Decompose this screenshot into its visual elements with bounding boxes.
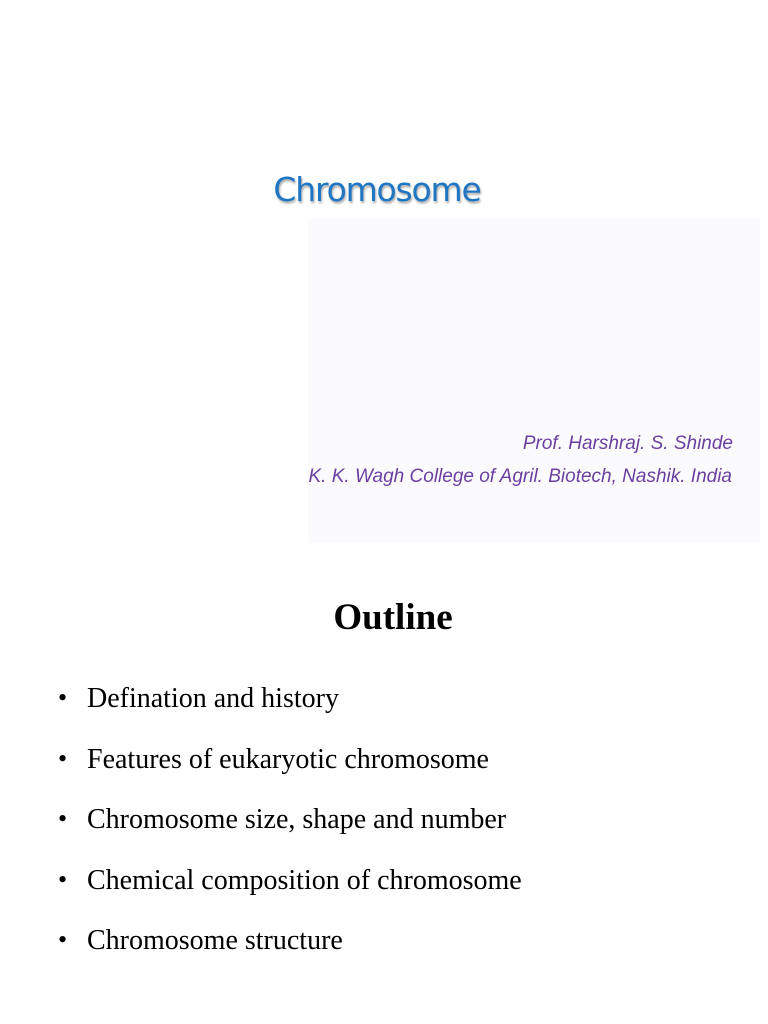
outline-item-text: Chromosome size, shape and number (87, 804, 507, 835)
outline-item (58, 865, 522, 926)
bullet-icon: • (58, 683, 68, 712)
bullet-icon: • (58, 743, 68, 773)
outline-item (58, 683, 522, 744)
outline-slide (0, 560, 768, 1024)
author-affiliation: K. K. Wagh College of Agril. Biotech, Nashik. India (308, 466, 732, 487)
outline-item-text: Features of eukaryotic chromosome (87, 743, 489, 775)
bullet-icon: • (58, 804, 68, 833)
bullet-icon: • (58, 925, 68, 954)
outline-item (58, 804, 522, 865)
bullet-icon: • (58, 864, 68, 894)
outline-heading: Outline (333, 597, 453, 638)
outline-item-text: Chromosome structure (87, 925, 343, 956)
outline-item-text: Defination and history (87, 683, 339, 714)
outline-item (58, 744, 522, 805)
outline-item (58, 925, 522, 986)
slide-title: Chromosome (273, 170, 481, 209)
author-panel (308, 218, 760, 543)
author-name: Prof. Harshraj. S. Shinde (522, 433, 733, 454)
outline-item-text: Chemical composition of chromosome (87, 864, 522, 896)
outline-list (58, 683, 522, 986)
